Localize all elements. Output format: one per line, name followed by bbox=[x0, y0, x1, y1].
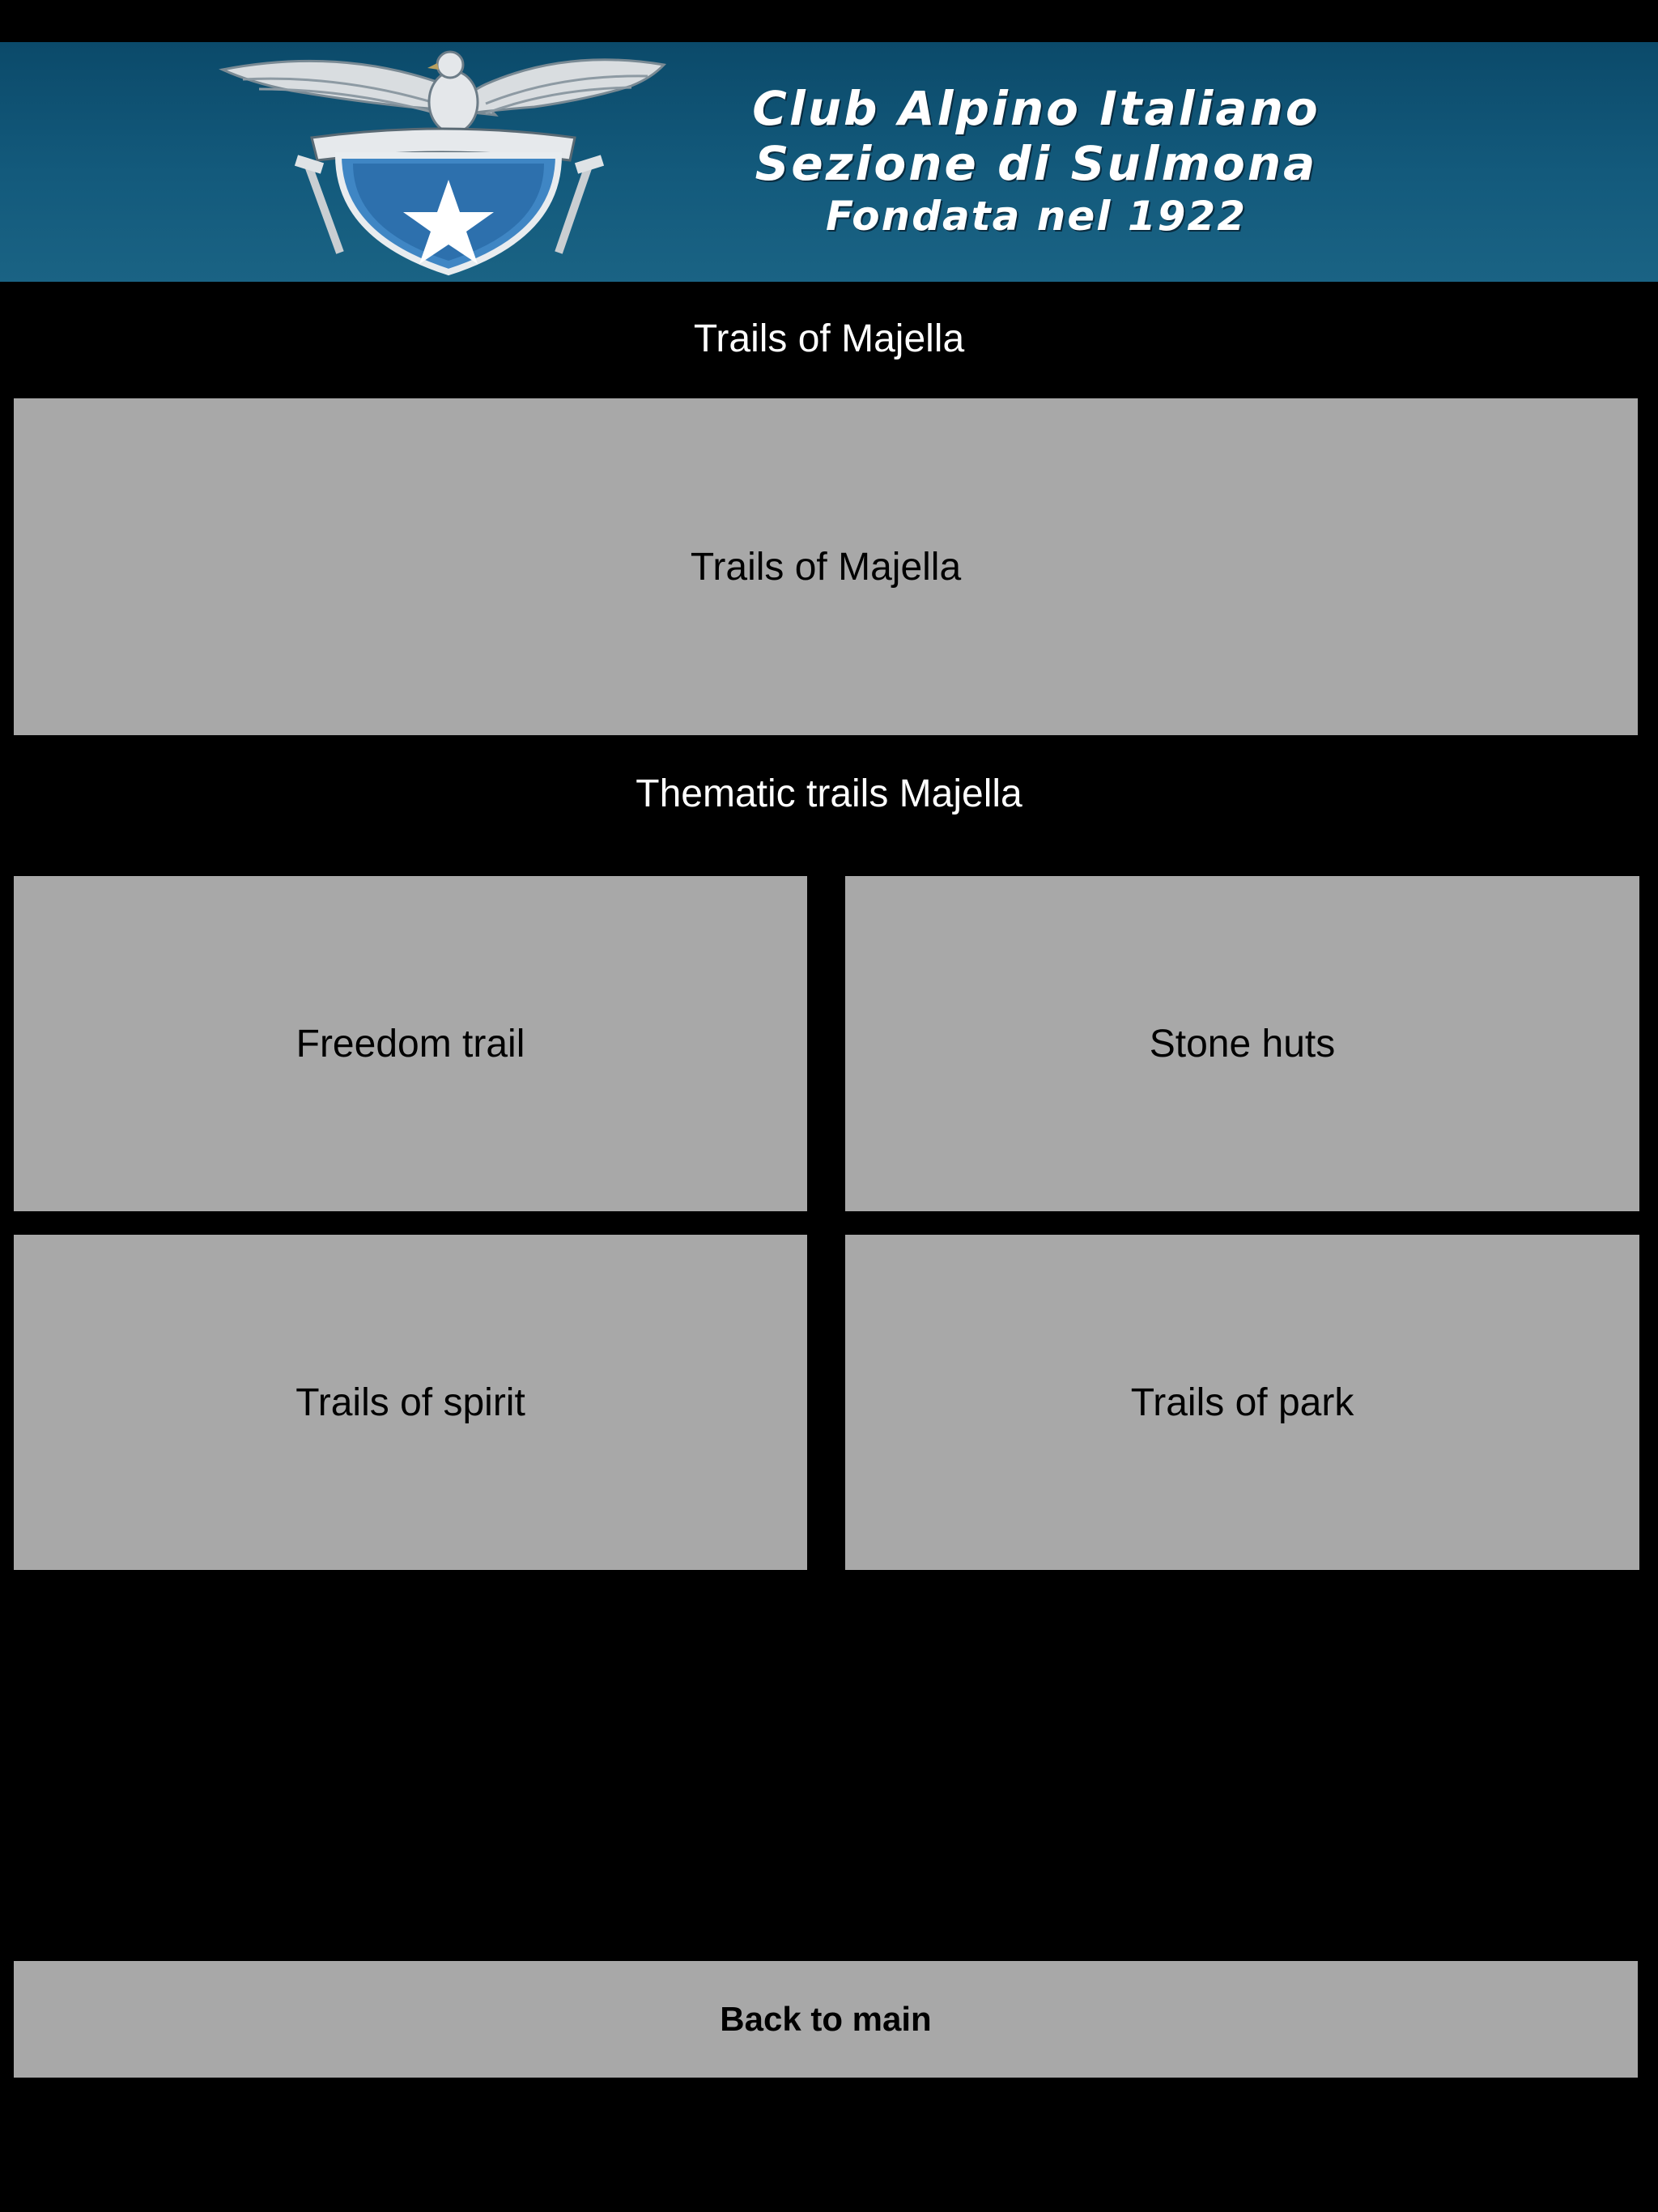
banner-text bbox=[615, 81, 1457, 241]
shield-icon bbox=[338, 155, 559, 272]
stone-huts-button[interactable]: Stone huts bbox=[845, 876, 1639, 1211]
section-title-trails-majella: Trails of Majella bbox=[693, 317, 965, 360]
section-title-thematic-trails: Thematic trails Majella bbox=[636, 772, 1022, 815]
banner-section-name: Sezione di Sulmona bbox=[755, 136, 1318, 191]
trails-spirit-button[interactable]: Trails of spirit bbox=[14, 1235, 807, 1570]
trails-majella-button[interactable]: Trails of Majella bbox=[14, 398, 1638, 735]
header-banner bbox=[0, 42, 1658, 282]
freedom-trail-button[interactable]: Freedom trail bbox=[14, 876, 807, 1211]
banner-club-name: Club Alpino Italiano bbox=[752, 81, 1320, 136]
back-to-main-button[interactable]: Back to main bbox=[14, 1961, 1638, 2078]
trails-park-button[interactable]: Trails of park bbox=[845, 1235, 1639, 1570]
banner-founded: Fondata nel 1922 bbox=[825, 193, 1247, 240]
eagle-icon bbox=[223, 52, 664, 133]
